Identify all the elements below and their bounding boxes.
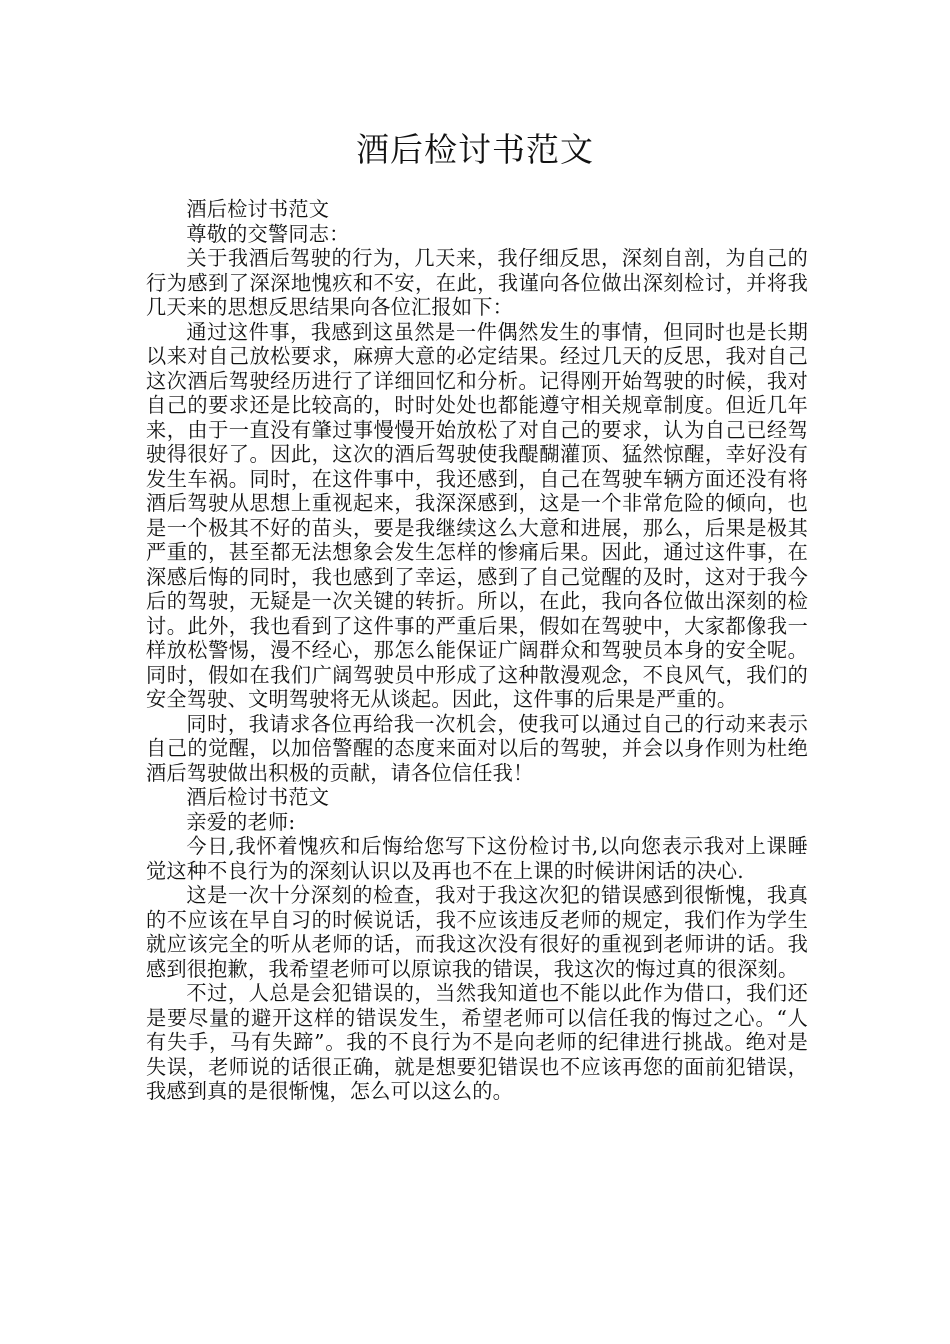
document-title: 酒后检讨书范文 — [356, 130, 594, 169]
paragraph: 通过这件事，我感到这虽然是一件偶然发生的事情，但同时也是长期以来对自己放松要求，麻痹大意的必定结果。经过几天的反思，我对自己这次酒后驾驶经历进行了详细回忆和分析。记得刚开始驾驶的时候，我对自己的要求还是比较高的，时时处处也都能遵守相关规章制度。但近几年来，由于一直没有肇过事慢慢开始放松了对自己的要求，认为自己已经驾驶得很好了。因此，这次的酒后驾驶使我醍醐灌顶、猛然惊醒，幸好没有发生车祸。同时，在这件事中，我还感到，自己在驾驶车辆方面还没有将酒后驾驶从思想上重视起来，我深深感到，这是一个非常危险的倾向，也是一个极其不好的苗头，要是我继续这么大意和进展，那么，后果是极其严重的，甚至都无法想象会发生怎样的惨痛后果。因此，通过这件事，在深感后悔的同时，我也感到了幸运，感到了自己觉醒的及时，这对于我今后的驾驶，无疑是一次关键的转折。所以，在此，我向各位做出深刻的检讨。此外，我也看到了这件事的严重后果，假如在驾驶中，大家都像我一样放松警惕，漫不经心，那怎么能保证广阔群众和驾驶员本身的安全呢。同时，假如在我们广阔驾驶员中形成了这种散漫观念，不良风气，我们的安全驾驶、文明驾驶将无从谈起。因此，这件事的后果是严重的。 — [146, 319, 808, 711]
paragraph: 今日,我怀着愧疚和后悔给您写下这份检讨书,以向您表示我对上课睡觉这种不良行为的深刻认识以及再也不在上课的时候讲闲话的决心. — [146, 834, 808, 883]
paragraph: 亲爱的老师: — [186, 809, 296, 834]
document-body — [146, 197, 808, 1104]
paragraph: 不过，人总是会犯错误的，当然我知道也不能以此作为借口，我们还是要尽量的避开这样的错误发生，希望老师可以信任我的悔过之心。“人有失手，马有失蹄”。我的不良行为不是向老师的纪律进行挑战。绝对是失误，老师说的话很正确，就是想要犯错误也不应该再您的面前犯错误，我感到真的是很惭愧，怎么可以这么的。 — [146, 981, 808, 1103]
paragraph: 酒后检讨书范文 — [186, 785, 330, 809]
paragraph: 同时，我请求各位再给我一次机会，使我可以通过自己的行动来表示自己的觉醒，以加倍警醒的态度来面对以后的驾驶，并会以身作则为杜绝酒后驾驶做出积极的贡献，请各位信任我！ — [146, 711, 808, 785]
paragraph: 尊敬的交警同志： — [186, 221, 350, 246]
paragraph: 关于我酒后驾驶的行为，几天来，我仔细反思，深刻自剖，为自己的行为感到了深深地愧疚和不安，在此，我谨向各位做出深刻检讨，并将我几天来的思想反思结果向各位汇报如下： — [146, 246, 808, 319]
paragraph: 酒后检讨书范文 — [186, 197, 330, 221]
paragraph: 这是一次十分深刻的检查，我对于我这次犯的错误感到很惭愧，我真的不应该在早自习的时候说话，我不应该违反老师的规定，我们作为学生就应该完全的听从老师的话，而我这次没有很好的重视到老师讲的话。我感到很抱歉，我希望老师可以原谅我的错误，我这次的悔过真的很深刻。 — [146, 883, 808, 981]
